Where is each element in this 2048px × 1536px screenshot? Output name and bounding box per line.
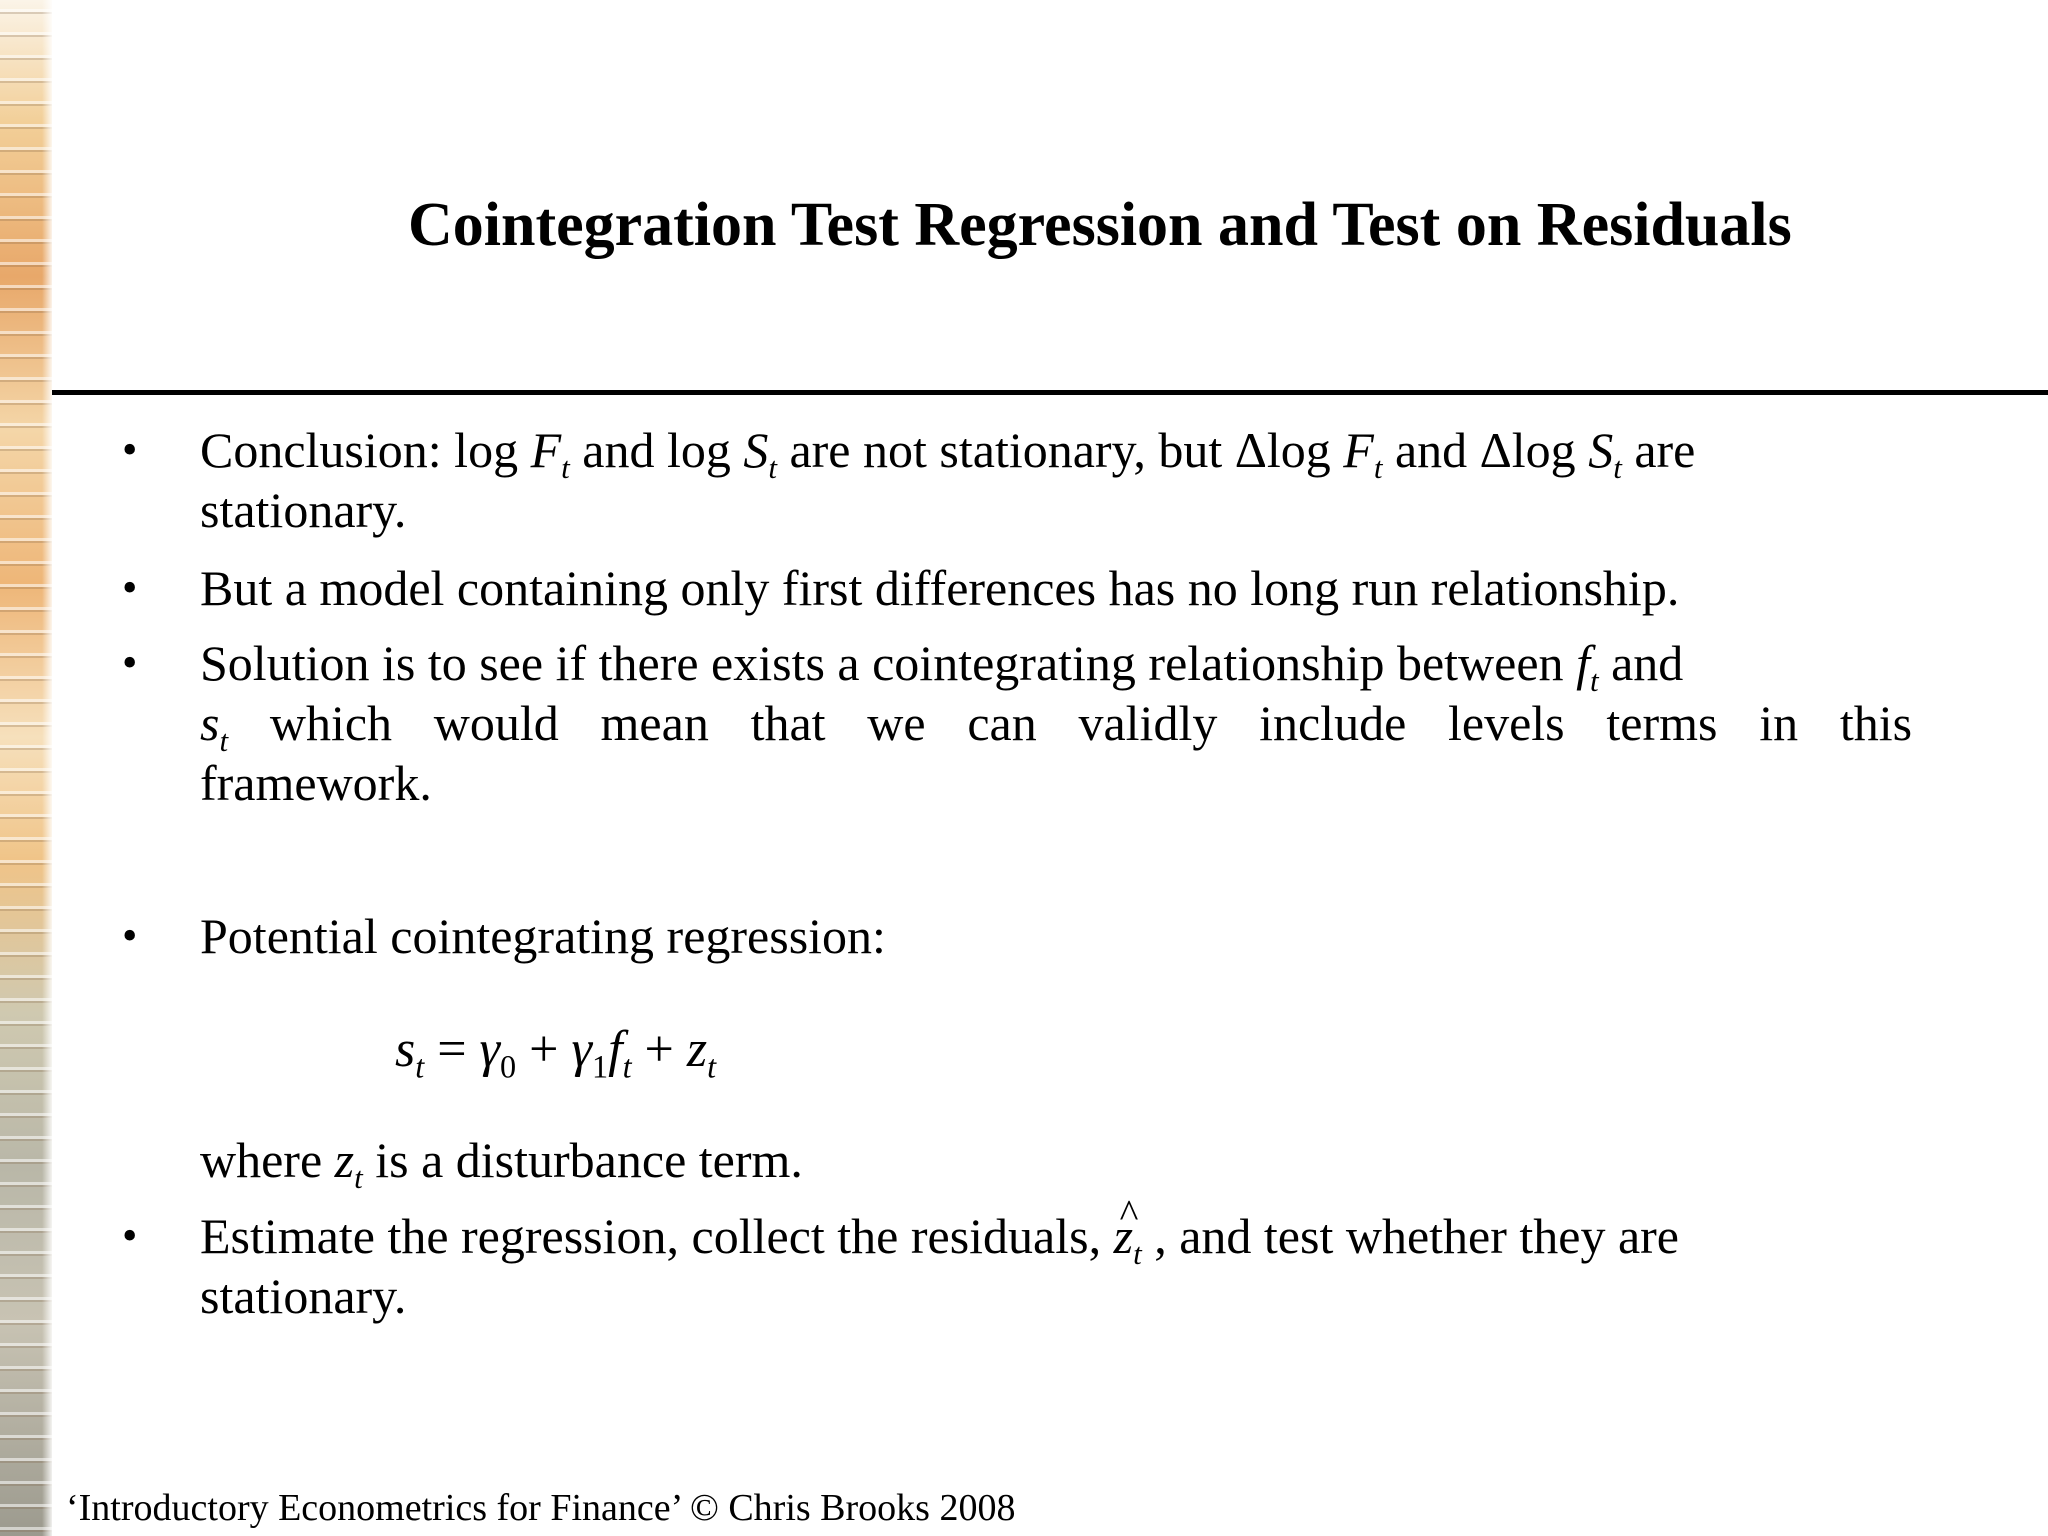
decorative-side-band [0, 0, 52, 1536]
bullet-potential-regression: Potential cointegrating regression: [200, 908, 886, 964]
subscript-t: t [561, 449, 570, 485]
justified-line [200, 693, 1913, 758]
bullet-marker: • [122, 911, 138, 960]
text: stationary. [200, 1268, 407, 1324]
subscript-t: t [354, 1159, 363, 1195]
bullet-marker: • [122, 563, 138, 612]
text: framework. [200, 755, 432, 811]
eq-subscript-t: t [707, 1048, 717, 1085]
bullet-conclusion [200, 420, 1912, 540]
slide-title: Cointegration Test Regression and Test on Residuals [408, 191, 1792, 259]
footer-copyright: ‘Introductory Econometrics for Finance’ © Chris Brooks 2008 [66, 1487, 1016, 1529]
eq-z: z [686, 1021, 708, 1078]
var-S: S [743, 422, 769, 478]
eq-gamma1: γ [571, 1021, 592, 1078]
text: and log [569, 422, 744, 478]
eq-subscript-1: 1 [592, 1048, 609, 1085]
text: , and test whether they are [1141, 1208, 1679, 1264]
subscript-t: t [768, 449, 777, 485]
text: where [200, 1132, 335, 1188]
eq-subscript-0: 0 [500, 1048, 517, 1085]
eq-f: f [608, 1021, 623, 1078]
eq-s: s [395, 1021, 416, 1078]
text: which would mean that we can validly include levels terms in this [228, 695, 1913, 751]
text: Conclusion: log [200, 422, 531, 478]
var-z-hat: ^ z [1114, 1206, 1133, 1266]
bullet-marker: • [122, 425, 138, 474]
bullet-marker: • [122, 1211, 138, 1260]
text: are [1621, 422, 1696, 478]
text: is a disturbance term. [362, 1132, 803, 1188]
eq-equals: = [424, 1021, 480, 1078]
var-s: s [200, 695, 220, 751]
regression-equation [395, 1015, 716, 1085]
bullet-first-differences: But a model containing only first differences has no long run relationship. [200, 560, 1680, 616]
subscript-t: t [1613, 449, 1622, 485]
var-S: S [1588, 422, 1614, 478]
eq-plus: + [631, 1021, 687, 1078]
eq-gamma0: γ [479, 1021, 501, 1078]
eq-subscript-t: t [622, 1048, 632, 1085]
text: are not stationary, but Δlog [776, 422, 1344, 478]
text: Solution is to see if there exists a cointegrating relationship between [200, 635, 1577, 691]
text: and Δlog [1382, 422, 1589, 478]
subscript-t: t [1373, 449, 1383, 485]
var-F: F [1343, 422, 1374, 478]
var-z: z [334, 1132, 355, 1188]
bullet-estimate-regression [200, 1206, 1912, 1326]
text: Estimate the regression, collect the residuals, [200, 1208, 1114, 1264]
bullet-solution [200, 633, 1912, 813]
title-divider [52, 390, 2048, 395]
var-F: F [530, 422, 562, 478]
line-start [200, 693, 1913, 758]
text: and [1598, 635, 1684, 691]
eq-subscript-t: t [415, 1048, 425, 1085]
var-f: f [1576, 635, 1590, 691]
eq-plus: + [516, 1021, 572, 1078]
subscript-t: t [1589, 662, 1599, 698]
where-clause [200, 1130, 1912, 1195]
text: stationary. [200, 482, 407, 538]
bullet-marker: • [122, 638, 138, 687]
subscript-t: t [219, 722, 229, 758]
subscript-t: t [1133, 1235, 1142, 1271]
